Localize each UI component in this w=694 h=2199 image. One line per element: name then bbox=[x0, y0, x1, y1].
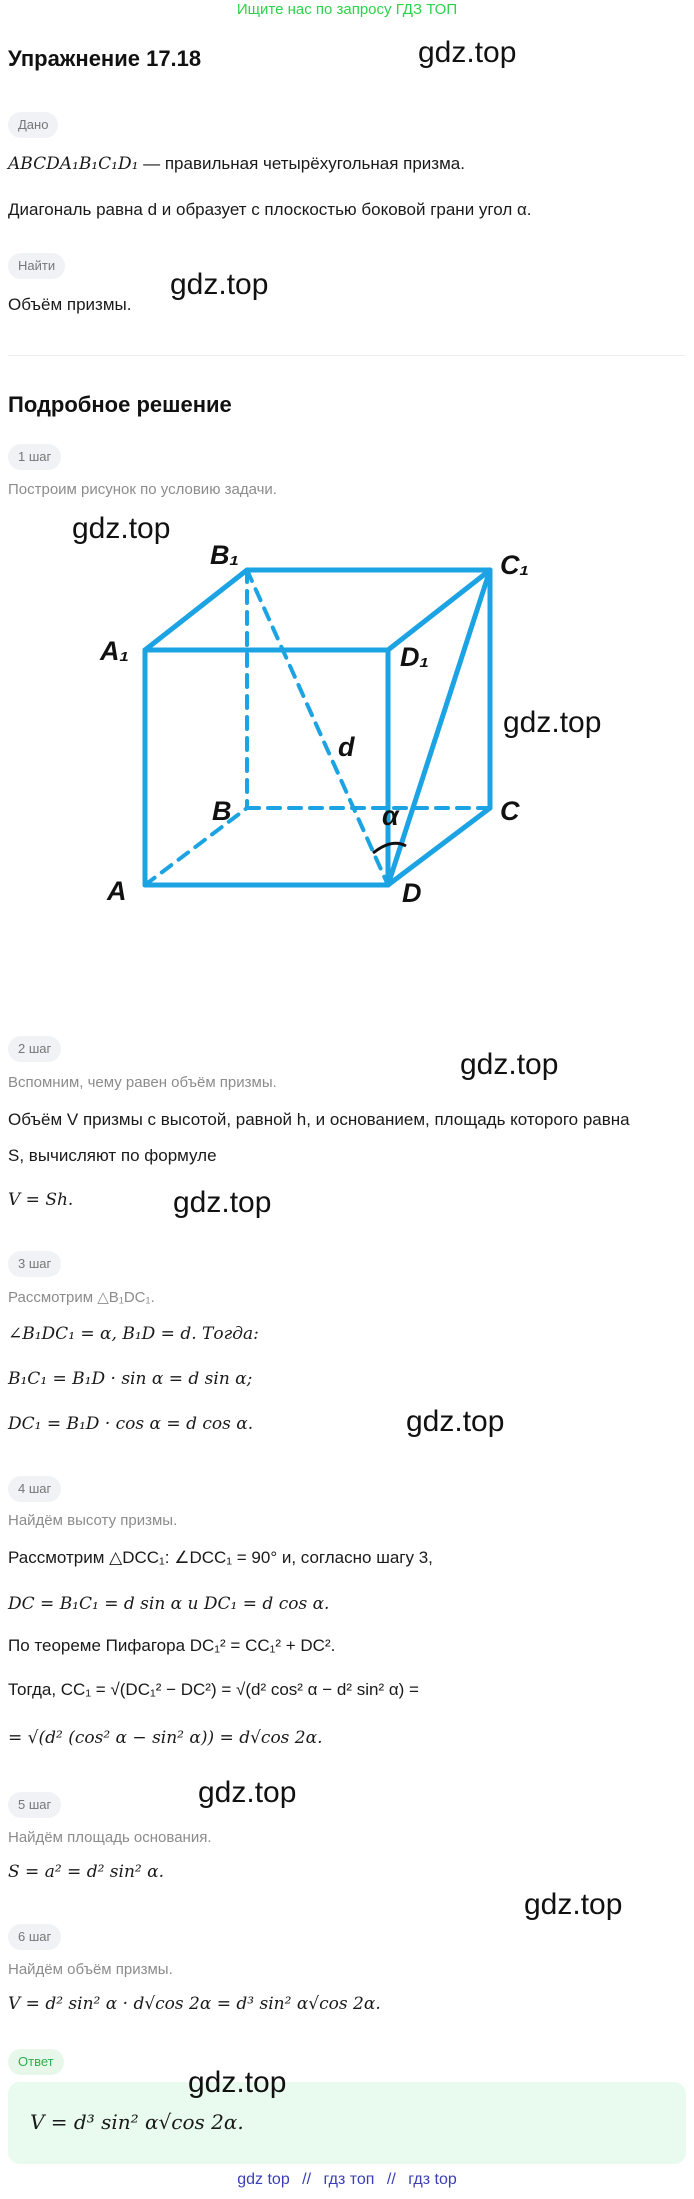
step-6-formula: V = d² sin² α · d√cos 2α = d³ sin² α√cos 2α. bbox=[8, 1994, 381, 2014]
footer-separator: // bbox=[386, 2171, 396, 2188]
step-6-chip: 6 шаг bbox=[8, 1924, 61, 1950]
find-chip: Найти bbox=[8, 253, 65, 279]
step-3-line-2: B₁C₁ = B₁D · sin α = d sin α; bbox=[8, 1369, 253, 1389]
step-1-chip: 1 шаг bbox=[8, 444, 61, 470]
label-a: A bbox=[107, 876, 127, 906]
watermark: gdz.top bbox=[173, 1186, 272, 1219]
watermark: gdz.top bbox=[198, 1776, 297, 1809]
prism-name: ABCDA₁B₁C₁D₁ bbox=[8, 154, 139, 174]
given-line-1 bbox=[8, 154, 465, 174]
edge-dc1 bbox=[388, 570, 490, 885]
watermark: gdz.top bbox=[460, 1048, 559, 1081]
divider bbox=[8, 355, 686, 356]
footer-link-1[interactable]: gdz top bbox=[237, 2171, 290, 2188]
edge-a1b1 bbox=[145, 570, 247, 650]
footer-link-2[interactable]: гдз топ bbox=[323, 2171, 375, 2188]
label-alpha: α bbox=[382, 801, 399, 831]
step-5-chip: 5 шаг bbox=[8, 1792, 61, 1818]
step-4-chip: 4 шаг bbox=[8, 1476, 61, 1502]
step-2-line-2: S, вычисляют по формуле bbox=[8, 1146, 217, 1165]
step-4-line-3: По теореме Пифагора DC₁² = CC₁² + DC². bbox=[8, 1636, 336, 1655]
watermark: gdz.top bbox=[524, 1888, 623, 1921]
page-title: Упражнение 17.18 bbox=[8, 46, 202, 71]
label-b1: B₁ bbox=[210, 540, 240, 570]
label-c1: C₁ bbox=[500, 550, 530, 580]
answer-chip: Ответ bbox=[8, 2049, 64, 2075]
answer-formula: V = d³ sin² α√cos 2α. bbox=[30, 2110, 244, 2134]
label-d-length: d bbox=[338, 732, 355, 762]
search-banner[interactable]: Ищите нас по запросу ГДЗ ТОП bbox=[236, 1, 458, 18]
edge-dc bbox=[388, 808, 490, 885]
step-4-line-5: = √(d² (cos² α − sin² α)) = d√cos 2α. bbox=[8, 1728, 323, 1748]
step-3-chip: 3 шаг bbox=[8, 1251, 61, 1277]
step-3-line-1: ∠B₁DC₁ = α, B₁D = d. Тогда: bbox=[8, 1324, 259, 1344]
step-4-line-2: DC = B₁C₁ = d sin α и DC₁ = d cos α. bbox=[8, 1594, 330, 1614]
label-a1: A₁ bbox=[100, 636, 130, 666]
watermark: gdz.top bbox=[418, 36, 517, 69]
watermark: gdz.top bbox=[188, 2066, 287, 2099]
solution-title: Подробное решение bbox=[8, 392, 232, 417]
step-2-line-1: Объём V призмы с высотой, равной h, и основанием, площадь которого равна bbox=[8, 1110, 630, 1129]
step-3-text: Рассмотрим △B₁DC₁. bbox=[8, 1289, 155, 1306]
step-2-text: Вспомним, чему равен объём призмы. bbox=[8, 1074, 277, 1091]
step-2-chip: 2 шаг bbox=[8, 1036, 61, 1062]
footer-links bbox=[0, 2171, 694, 2189]
watermark: gdz.top bbox=[406, 1405, 505, 1438]
find-text: Объём призмы. bbox=[8, 295, 132, 314]
step-5-text: Найдём площадь основания. bbox=[8, 1829, 212, 1846]
step-6-text: Найдём объём призмы. bbox=[8, 1961, 173, 1978]
step-3-line-3: DC₁ = B₁D · cos α = d cos α. bbox=[8, 1414, 254, 1434]
step-1-text: Построим рисунок по условию задачи. bbox=[8, 481, 277, 498]
diagonal-b1d bbox=[247, 570, 388, 885]
given-line-2: Диагональ равна d и образует с плоскостью боковой грани угол α. bbox=[8, 200, 532, 219]
footer-link-3[interactable]: гдз top bbox=[408, 2171, 457, 2188]
watermark: gdz.top bbox=[72, 512, 171, 545]
watermark: gdz.top bbox=[170, 268, 269, 301]
prism-desc: — правильная четырёхугольная призма. bbox=[138, 154, 465, 173]
footer-separator: // bbox=[302, 2171, 312, 2188]
label-b: B bbox=[212, 796, 232, 826]
step-4-text: Найдём высоту призмы. bbox=[8, 1512, 178, 1529]
label-c: C bbox=[500, 796, 520, 826]
step-4-line-4: Тогда, CC₁ = √(DC₁² − DC²) = √(d² cos² α − d² sin² α) = bbox=[8, 1680, 419, 1699]
step-2-formula: V = Sh. bbox=[8, 1190, 74, 1210]
given-chip: Дано bbox=[8, 112, 58, 138]
step-4-line-1: Рассмотрим △DCC₁: ∠DCC₁ = 90° и, согласно шагу 3, bbox=[8, 1548, 433, 1567]
step-5-formula: S = a² = d² sin² α. bbox=[8, 1862, 165, 1882]
watermark: gdz.top bbox=[503, 706, 602, 739]
hidden-edge-ab bbox=[145, 808, 247, 885]
label-d1: D₁ bbox=[400, 642, 430, 672]
label-d: D bbox=[402, 878, 422, 908]
